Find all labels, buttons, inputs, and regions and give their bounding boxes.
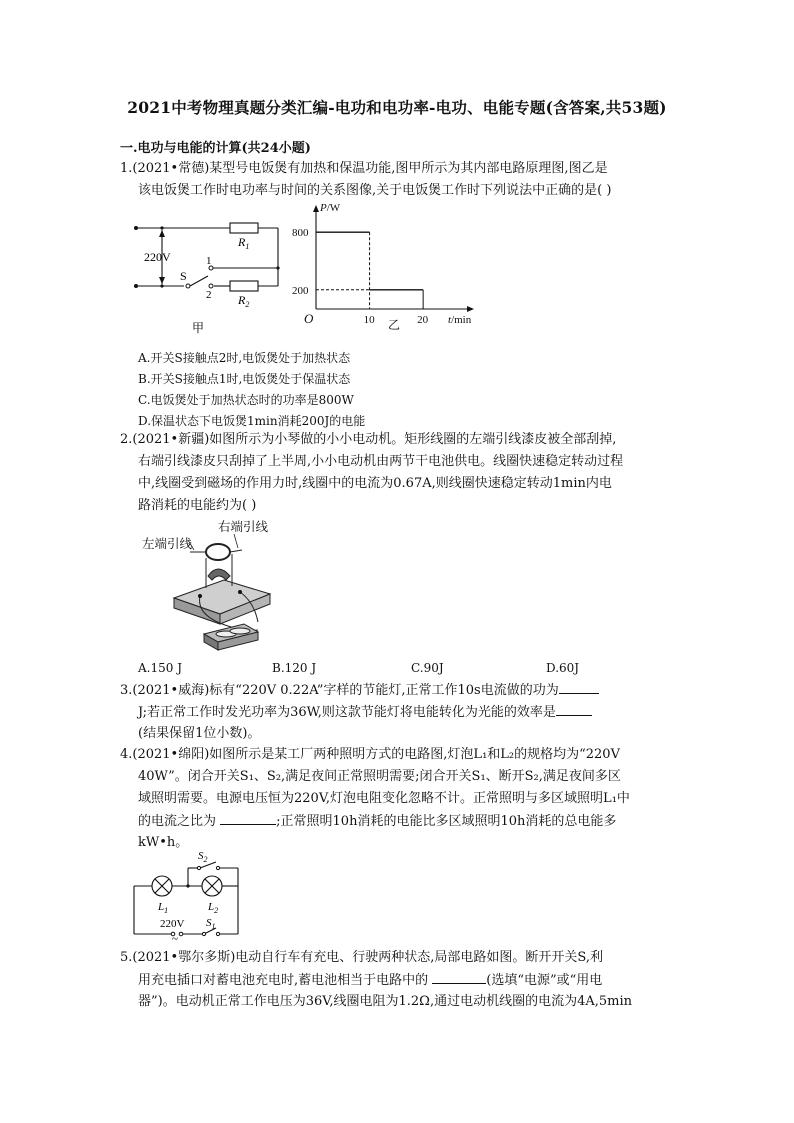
q1-line-1: 1.(2021•常德)某型号电饭煲有加热和保温功能,图甲所示为其内部电路原理图,图乙是: [120, 161, 608, 176]
q1-option-d: D.保温状态下电饭煲1min消耗200J的电能: [138, 414, 366, 428]
q2-label-left-lead: 左端引线: [142, 536, 193, 551]
y-axis-arrow: [313, 205, 319, 212]
q4-line-2: 40W”。闭合开关S₁、S₂,满足夜间正常照明需要;闭合开关S₁、断开S₂,满足夜间多区: [138, 769, 621, 784]
q2-label-right-lead: 右端引线: [218, 519, 269, 534]
x-tick-10: 10: [363, 314, 375, 326]
q2-option-a: A.150 J: [138, 661, 183, 675]
q2-line-4: 路消耗的电能约为( ): [138, 498, 257, 513]
q1-switch-label: S: [180, 269, 187, 283]
q4-s1-label: $S_1$: [206, 917, 216, 931]
q4-voltage-label: 220V: [160, 918, 185, 930]
q4-circuit-diagram: [128, 848, 248, 944]
q1-option-a: A.开关S接触点2时,电饭煲处于加热状态: [138, 351, 351, 365]
q4-answer-blank-1[interactable]: [220, 812, 276, 825]
q3-answer-blank-2[interactable]: [556, 703, 592, 716]
q1-contact-1: 1: [206, 255, 212, 267]
q1-voltage-label: 220V: [144, 250, 171, 264]
q2-motor-illustration: [170, 536, 280, 656]
q1-figure-caption-jia: 甲: [192, 321, 205, 335]
q1-figure-caption-yi: 乙: [388, 318, 401, 332]
q4-line-5: kW•h。: [138, 835, 189, 850]
q1-option-c: C.电饭煲处于加热状态时的功率是800W: [138, 393, 354, 407]
q4-line-1: 4.(2021•绵阳)如图所示是某工厂两种照明方式的电路图,灯泡L₁和L₂的规格均为“220V: [120, 747, 620, 762]
q3-line-2: J;若正常工作时发光功率为36W,则这款节能灯将电能转化为光能的效率是: [138, 703, 592, 722]
q1-contact-2: 2: [206, 289, 212, 301]
x-tick-20: 20: [417, 314, 429, 326]
q1-circuit-diagram: [130, 208, 290, 338]
q1-r1-label: $R_1$: [238, 235, 250, 251]
q4-l2-label: $L_2$: [208, 901, 219, 915]
q4-line-3: 域照明需要。电源电压恒为220V,灯泡电阻变化忽略不计。正常照明与多区域照明L₁中: [138, 791, 630, 806]
page-title: 2021中考物理真题分类汇编-电功和电功率-电功、电能专题(含答案,共53题): [127, 98, 667, 117]
q4-line-4: 的电流之比为 ;正常照明10h消耗的电能比多区域照明10h消耗的总电能多: [138, 814, 617, 829]
q4-s2-label: $S_2$: [198, 850, 208, 864]
q1-line-2: 该电饭煲工作时电功率与时间的关系图像,关于电饭煲工作时下列说法中正确的是( ): [138, 183, 612, 198]
q1-power-time-chart: [292, 202, 478, 335]
q5-line-2: 用充电插口对蓄电池充电时,蓄电池相当于电路中的 (选填“电源”或“用电: [138, 973, 603, 988]
x-axis-arrow: [467, 306, 474, 312]
q2-option-c: C.90J: [411, 661, 444, 675]
x-axis-label: t/min: [448, 314, 472, 326]
q5-answer-blank-1[interactable]: [432, 971, 486, 984]
y-axis-label: P/W: [320, 202, 341, 214]
section-heading: 一.电功与电能的计算(共24小题): [120, 141, 311, 156]
q4-l1-label: $L_1$: [158, 901, 169, 915]
origin-label: O: [304, 311, 314, 326]
q1-option-b: B.开关S接触点1时,电饭煲处于保温状态: [138, 372, 351, 386]
y-tick-200: 200: [292, 284, 309, 297]
y-tick-800: 800: [292, 227, 309, 240]
q2-option-d: D.60J: [546, 661, 580, 675]
q2-line-3: 中,线圈受到磁场的作用力时,线圈中的电流为0.67A,则线圈快速稳定转动1min内电: [138, 476, 612, 491]
q5-line-1: 5.(2021•鄂尔多斯)电动自行车有充电、行驶两种状态,局部电路如图。断开开关S,利: [120, 950, 604, 965]
q4-ac-symbol: ~: [172, 933, 178, 945]
resistor-r2: [230, 281, 258, 291]
q3-answer-blank-1[interactable]: [559, 681, 599, 694]
resistor-r1: [230, 223, 258, 233]
q5-line-3: 器”)。电动机正常工作电压为36V,线圈电阻为1.2Ω,通过电动机线圈的电流为4A,5min: [138, 994, 633, 1009]
q3-line-3: (结果保留1位小数)。: [138, 726, 261, 741]
q2-option-b: B.120 J: [272, 661, 317, 675]
q3-line-1: 3.(2021•威海)标有“220V 0.22A”字样的节能灯,正常工作10s电流做的功为: [120, 681, 599, 700]
q2-line-1: 2.(2021•新疆)如图所示为小琴做的小小电动机。矩形线圈的左端引线漆皮被全部刮掉,: [120, 432, 617, 447]
q2-line-2: 右端引线漆皮只刮掉了上半周,小小电动机由两节干电池供电。线圈快速稳定转动过程: [138, 454, 624, 469]
q1-r2-label: $R_2$: [238, 293, 250, 309]
